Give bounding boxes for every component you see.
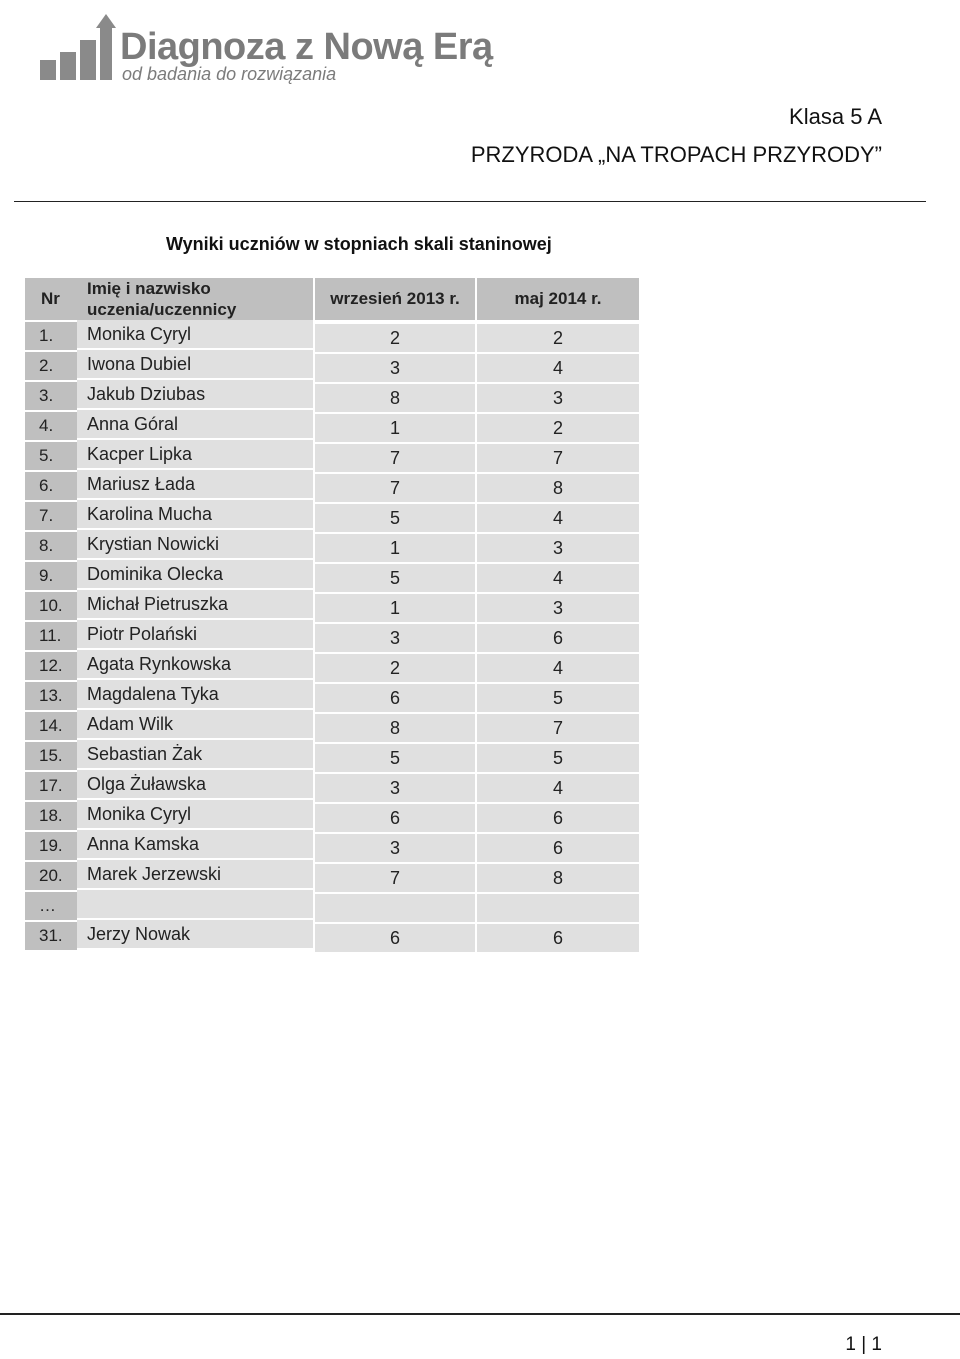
table-row — [25, 592, 639, 622]
student-name: Karolina Mucha — [77, 500, 315, 530]
table-row — [25, 442, 639, 472]
student-name: Kacper Lipka — [77, 440, 315, 470]
score-may: 3 — [477, 594, 639, 624]
column-header-name-label: Imię i nazwisko uczenia/uczennicy — [87, 279, 237, 319]
score-september: 2 — [315, 654, 477, 684]
score-may: 4 — [477, 654, 639, 684]
column-header-may: maj 2014 r. — [477, 278, 639, 322]
table-heading: Wyniki uczniów w stopniach skali staninowej — [166, 234, 552, 254]
table-row — [25, 472, 639, 502]
table-row — [25, 352, 639, 382]
score-may: 5 — [477, 684, 639, 714]
table-row — [25, 682, 639, 712]
student-name: Anna Kamska — [77, 830, 315, 860]
row-number: 6. — [25, 472, 77, 502]
student-name: Adam Wilk — [77, 710, 315, 740]
score-september: 3 — [315, 774, 477, 804]
score-may: 2 — [477, 324, 639, 354]
student-name: Krystian Nowicki — [77, 530, 315, 560]
logo-subtitle: od badania do rozwiązania — [122, 64, 337, 84]
row-number: 8. — [25, 532, 77, 562]
student-name: Piotr Polański — [77, 620, 315, 650]
table-row — [25, 562, 639, 592]
table-row — [25, 322, 639, 352]
score-may: 2 — [477, 414, 639, 444]
row-number: 2. — [25, 352, 77, 382]
class-title: Klasa 5 A — [789, 104, 882, 129]
table-row — [25, 772, 639, 802]
row-number: 18. — [25, 802, 77, 832]
student-name — [77, 890, 315, 920]
row-number: 19. — [25, 832, 77, 862]
table-row — [25, 712, 639, 742]
student-name: Anna Góral — [77, 410, 315, 440]
student-name: Mariusz Łada — [77, 470, 315, 500]
row-number: 5. — [25, 442, 77, 472]
score-september: 3 — [315, 354, 477, 384]
score-september: 7 — [315, 474, 477, 504]
logo-title: Diagnoza z Nową Erą — [120, 26, 493, 68]
row-number: 9. — [25, 562, 77, 592]
row-number: … — [25, 892, 77, 922]
student-name: Olga Żuławska — [77, 770, 315, 800]
score-may: 4 — [477, 774, 639, 804]
student-name: Jakub Dziubas — [77, 380, 315, 410]
score-september: 3 — [315, 624, 477, 654]
row-number: 3. — [25, 382, 77, 412]
score-may: 6 — [477, 624, 639, 654]
row-number: 13. — [25, 682, 77, 712]
score-may: 6 — [477, 924, 639, 954]
row-number: 31. — [25, 922, 77, 952]
column-header-name — [77, 278, 315, 322]
score-september: 8 — [315, 714, 477, 744]
score-may: 8 — [477, 474, 639, 504]
score-may: 4 — [477, 504, 639, 534]
row-number: 4. — [25, 412, 77, 442]
table-row — [25, 532, 639, 562]
score-may: 3 — [477, 384, 639, 414]
score-may: 6 — [477, 834, 639, 864]
student-name: Monika Cyryl — [77, 320, 315, 350]
score-september: 5 — [315, 504, 477, 534]
score-may: 4 — [477, 354, 639, 384]
student-name: Jerzy Nowak — [77, 920, 315, 950]
student-name: Iwona Dubiel — [77, 350, 315, 380]
bar-chart-logo-icon — [38, 12, 118, 84]
score-may: 6 — [477, 804, 639, 834]
row-number: 12. — [25, 652, 77, 682]
score-september: 8 — [315, 384, 477, 414]
table-row — [25, 862, 639, 892]
row-number: 7. — [25, 502, 77, 532]
student-name: Dominika Olecka — [77, 560, 315, 590]
table-row — [25, 502, 639, 532]
table-row — [25, 922, 639, 952]
brand-logo — [38, 12, 518, 87]
row-number: 11. — [25, 622, 77, 652]
student-name: Agata Rynkowska — [77, 650, 315, 680]
score-september: 1 — [315, 534, 477, 564]
score-september: 6 — [315, 684, 477, 714]
row-number: 20. — [25, 862, 77, 892]
score-september: 3 — [315, 834, 477, 864]
subject-title: PRZYRODA „NA TROPACH PRZYRODY” — [470, 142, 882, 167]
score-may: 7 — [477, 444, 639, 474]
student-name: Magdalena Tyka — [77, 680, 315, 710]
score-may: 8 — [477, 864, 639, 894]
score-may: 4 — [477, 564, 639, 594]
table-header-row — [25, 278, 639, 322]
score-september: 1 — [315, 594, 477, 624]
column-header-september: wrzesień 2013 r. — [315, 278, 477, 322]
table-row — [25, 382, 639, 412]
score-may: 5 — [477, 744, 639, 774]
score-september: 6 — [315, 804, 477, 834]
row-number: 17. — [25, 772, 77, 802]
student-name: Sebastian Żak — [77, 740, 315, 770]
score-september: 6 — [315, 924, 477, 954]
score-september — [315, 894, 477, 924]
student-name: Monika Cyryl — [77, 800, 315, 830]
row-number: 10. — [25, 592, 77, 622]
score-may — [477, 894, 639, 924]
page-number: 1 | 1 — [845, 1334, 882, 1355]
score-september: 1 — [315, 414, 477, 444]
footer-divider — [0, 1313, 960, 1315]
results-table — [25, 278, 639, 952]
header-divider — [14, 201, 926, 202]
score-may: 7 — [477, 714, 639, 744]
row-number: 14. — [25, 712, 77, 742]
score-september: 2 — [315, 324, 477, 354]
table-row — [25, 412, 639, 442]
table-row — [25, 742, 639, 772]
table-row — [25, 802, 639, 832]
column-header-nr: Nr — [25, 278, 77, 322]
score-september: 5 — [315, 744, 477, 774]
score-september: 7 — [315, 444, 477, 474]
row-number: 15. — [25, 742, 77, 772]
table-row — [25, 652, 639, 682]
score-may: 3 — [477, 534, 639, 564]
score-september: 5 — [315, 564, 477, 594]
student-name: Marek Jerzewski — [77, 860, 315, 890]
row-number: 1. — [25, 322, 77, 352]
table-row — [25, 622, 639, 652]
table-row — [25, 892, 639, 922]
table-row — [25, 832, 639, 862]
score-september: 7 — [315, 864, 477, 894]
student-name: Michał Pietruszka — [77, 590, 315, 620]
